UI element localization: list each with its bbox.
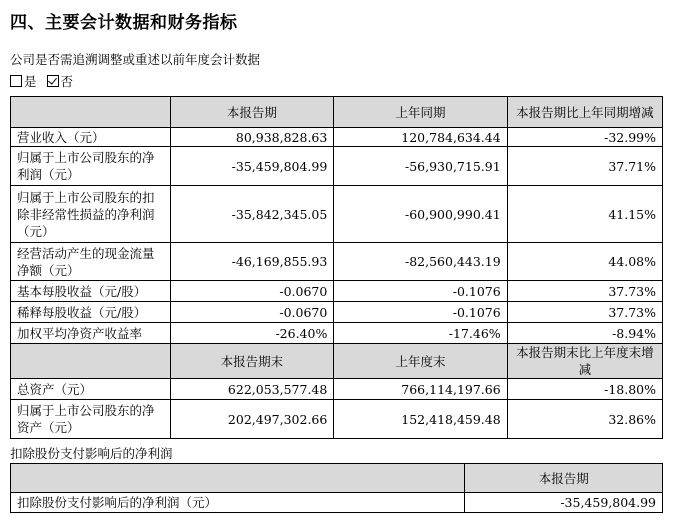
restatement-question: 公司是否需追溯调整或重述以前年度会计数据 — [10, 52, 261, 67]
choice-no-label: 否 — [60, 74, 74, 89]
restatement-choices — [10, 72, 83, 90]
share-payment-note: 扣除股份支付影响后的净利润 — [10, 446, 173, 461]
header-cell: 本报告期末比上年度末增减 — [507, 344, 662, 379]
row-value: -35,459,804.99 — [465, 493, 663, 513]
section-title: 四、主要会计数据和财务指标 — [10, 13, 238, 33]
row-value: 152,418,459.48 — [334, 400, 507, 439]
header-cell: 上年同期 — [334, 97, 507, 128]
header-cell: 本报告期 — [170, 97, 334, 128]
row-value: -56,930,715.91 — [334, 147, 507, 186]
row-value: 80,938,828.63 — [170, 128, 334, 147]
header-cell: 本报告期 — [465, 464, 663, 493]
row-label: 总资产（元） — [11, 379, 171, 400]
row-value: 37.73% — [507, 281, 662, 302]
table-row — [11, 128, 663, 147]
row-value: 120,784,634.44 — [334, 128, 507, 147]
share-payment-table — [10, 463, 663, 513]
row-value: 41.15% — [507, 186, 662, 243]
header-cell: 本报告期比上年同期增减 — [507, 97, 662, 128]
checkbox-checked-icon[interactable] — [47, 75, 59, 87]
row-value: -26.40% — [170, 323, 334, 344]
row-value: -18.80% — [507, 379, 662, 400]
row-label: 营业收入（元） — [11, 128, 171, 147]
checkbox-yes-icon[interactable] — [10, 75, 22, 87]
row-value: -0.1076 — [334, 281, 507, 302]
row-value: 44.08% — [507, 243, 662, 281]
row-value: -17.46% — [334, 323, 507, 344]
row-value: -32.99% — [507, 128, 662, 147]
table-row — [11, 147, 663, 186]
row-value: -0.0670 — [170, 281, 334, 302]
row-label: 扣除股份支付影响后的净利润（元） — [11, 493, 465, 513]
table-row — [11, 186, 663, 243]
header-blank-cell — [11, 464, 465, 493]
table-row — [11, 493, 663, 513]
financial-indicators-table — [10, 96, 663, 439]
header-blank-cell — [11, 344, 171, 379]
row-value: 622,053,577.48 — [170, 379, 334, 400]
row-value: -0.0670 — [170, 302, 334, 323]
row-value: 766,114,197.66 — [334, 379, 507, 400]
row-label: 归属于上市公司股东的扣除非经常性损益的净利润（元） — [11, 186, 171, 243]
row-value: -35,459,804.99 — [170, 147, 334, 186]
row-label: 经营活动产生的现金流量净额（元） — [11, 243, 171, 281]
table-header-row — [11, 97, 663, 128]
choice-yes[interactable] — [10, 72, 37, 90]
row-label: 归属于上市公司股东的净资产（元） — [11, 400, 171, 439]
table-row — [11, 323, 663, 344]
row-label: 基本每股收益（元/股） — [11, 281, 171, 302]
row-value: -60,900,990.41 — [334, 186, 507, 243]
choice-yes-label: 是 — [24, 74, 37, 89]
table-header-row — [11, 464, 663, 493]
row-value: 202,497,302.66 — [170, 400, 334, 439]
row-value: 37.73% — [507, 302, 662, 323]
row-value: -82,560,443.19 — [334, 243, 507, 281]
header-cell: 本报告期末 — [170, 344, 334, 379]
row-value: -35,842,345.05 — [170, 186, 334, 243]
table-row — [11, 243, 663, 281]
table-header-row — [11, 344, 663, 379]
row-label: 归属于上市公司股东的净利润（元） — [11, 147, 171, 186]
choice-no[interactable] — [47, 72, 74, 90]
row-label: 稀释每股收益（元/股） — [11, 302, 171, 323]
row-value: 32.86% — [507, 400, 662, 439]
table-row — [11, 281, 663, 302]
row-value: -8.94% — [507, 323, 662, 344]
row-value: -46,169,855.93 — [170, 243, 334, 281]
row-value: 37.71% — [507, 147, 662, 186]
header-blank-cell — [11, 97, 171, 128]
row-value: -0.1076 — [334, 302, 507, 323]
table-row — [11, 302, 663, 323]
table-row — [11, 400, 663, 439]
header-cell: 上年度末 — [334, 344, 507, 379]
row-label: 加权平均净资产收益率 — [11, 323, 171, 344]
table-row — [11, 379, 663, 400]
